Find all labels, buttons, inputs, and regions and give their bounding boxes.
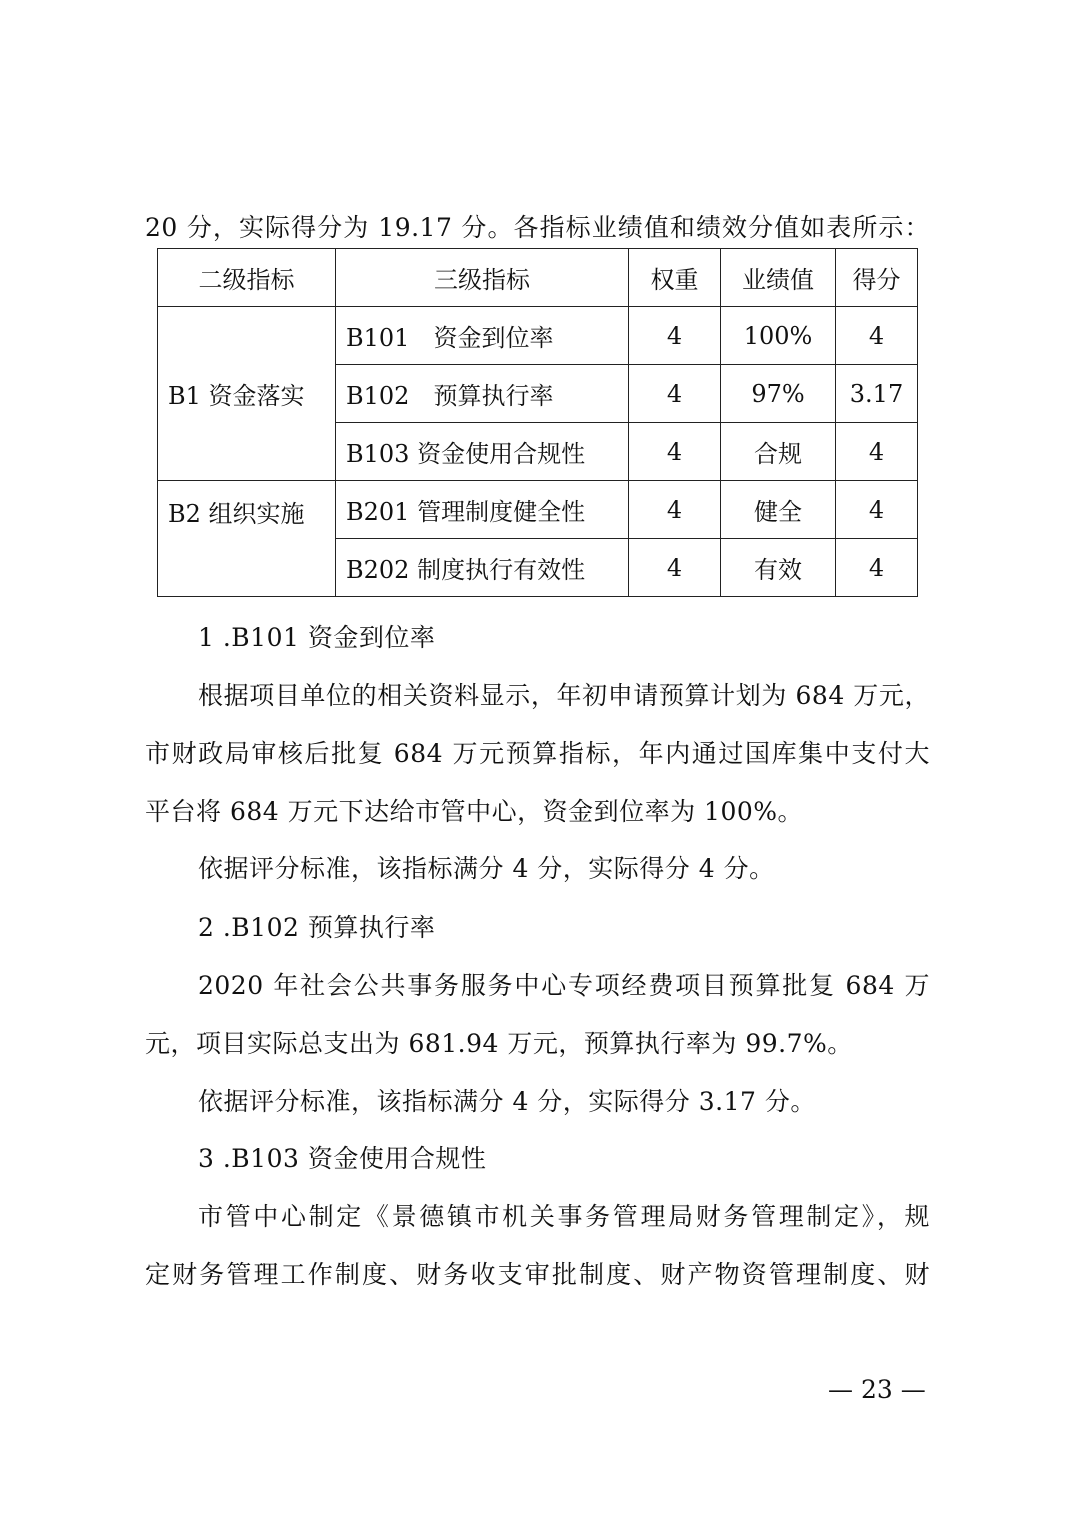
weight-cell: 4: [629, 539, 721, 597]
paragraph-line: 依据评分标准，该指标满分 4 分，实际得分 3.17 分。: [198, 1087, 816, 1116]
value-cell: 100%: [721, 307, 836, 365]
paragraph-line: 元，项目实际总支出为 681.94 万元，预算执行率为 99.7%。: [145, 1029, 853, 1058]
section-heading: 2 .B102 预算执行率: [198, 913, 436, 942]
value-cell: 有效: [721, 539, 836, 597]
indicator-cell: B103 资金使用合规性: [336, 423, 629, 481]
section-heading: 1 .B101 资金到位率: [198, 623, 436, 652]
table-row: [158, 307, 918, 365]
group-label: B1 资金落实: [158, 307, 336, 481]
indicator-cell: B201 管理制度健全性: [336, 481, 629, 539]
header-cell: 业绩值: [721, 249, 836, 307]
table-header-row: [158, 249, 918, 307]
paragraph-line: 定财务管理工作制度、财务收支审批制度、财产物资管理制度、财: [145, 1260, 930, 1289]
paragraph-line: 市财政局审核后批复 684 万元预算指标，年内通过国库集中支付大: [145, 739, 930, 768]
score-cell: 4: [836, 539, 918, 597]
paragraph-line: 平台将 684 万元下达给市管中心，资金到位率为 100%。: [145, 797, 804, 826]
header-cell: 权重: [629, 249, 721, 307]
header-cell: 二级指标: [158, 249, 336, 307]
page-number: — 23 —: [828, 1375, 926, 1404]
paragraph-line: 根据项目单位的相关资料显示，年初申请预算计划为 684 万元，: [198, 681, 930, 710]
header-cell: 得分: [836, 249, 918, 307]
weight-cell: 4: [629, 307, 721, 365]
indicator-cell: B101 资金到位率: [336, 307, 629, 365]
header-cell: 三级指标: [336, 249, 629, 307]
table-row: [158, 481, 918, 539]
indicator-cell: B102 预算执行率: [336, 365, 629, 423]
weight-cell: 4: [629, 365, 721, 423]
weight-cell: 4: [629, 481, 721, 539]
score-cell: 4: [836, 423, 918, 481]
score-cell: 4: [836, 307, 918, 365]
score-cell: 3.17: [836, 365, 918, 423]
paragraph-line: 2020 年社会公共事务服务中心专项经费项目预算批复 684 万: [198, 971, 930, 1000]
group-label: B2 组织实施: [158, 481, 336, 597]
value-cell: 健全: [721, 481, 836, 539]
weight-cell: 4: [629, 423, 721, 481]
paragraph-line: 市管中心制定《景德镇市机关事务管理局财务管理制定》，规: [198, 1202, 930, 1231]
indicator-cell: B202 制度执行有效性: [336, 539, 629, 597]
intro-line: 20 分，实际得分为 19.17 分。各指标业绩值和绩效分值如表所示：: [145, 213, 930, 242]
indicator-table: [157, 248, 918, 597]
paragraph-line: 依据评分标准，该指标满分 4 分，实际得分 4 分。: [198, 854, 775, 883]
value-cell: 97%: [721, 365, 836, 423]
section-heading: 3 .B103 资金使用合规性: [198, 1144, 487, 1173]
value-cell: 合规: [721, 423, 836, 481]
score-cell: 4: [836, 481, 918, 539]
